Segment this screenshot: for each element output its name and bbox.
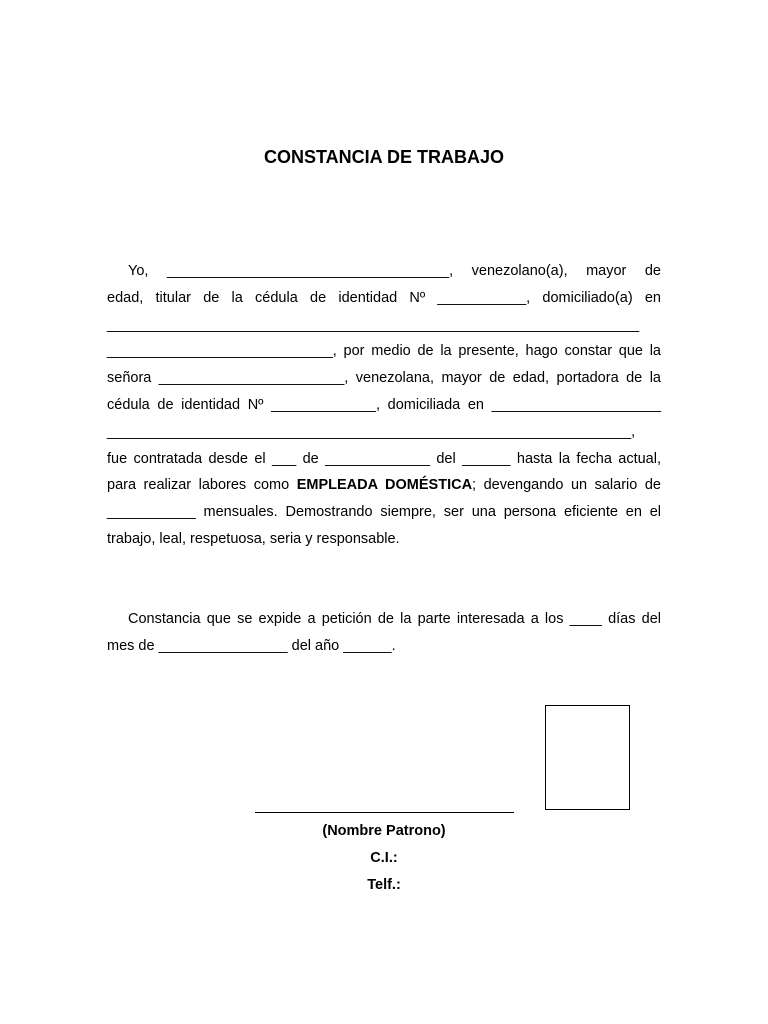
ci-label: C.I.: [370,850,398,866]
paragraph1-line: cédula de identidad Nº _____________, domiciliada en _____________________ [107,396,661,413]
paragraph1-line: señora _______________________, venezolana, mayor de edad, portadora de la [107,370,661,387]
signature-block [0,818,768,899]
employer-name-label: (Nombre Patrono) [322,823,446,839]
paragraph2-line: mes de ________________ del año ______. [107,637,396,654]
document-body [107,258,661,659]
paragraph1-line: trabajo, leal, respetuosa, seria y responsable. [107,530,400,547]
paragraph1-line: fue contratada desde el ___ de _____________ del ______ hasta la fecha actual, [107,450,661,467]
signature-line [255,812,514,813]
photo-box [545,705,630,810]
paragraph1-line: __________________________________________________________________ [107,316,640,333]
paragraph1-line: edad, titular de la cédula de identidad Nº ___________, domiciliado(a) en [107,289,661,306]
paragraph-spacer [107,553,661,606]
paragraph1-line-with-bold [107,472,661,499]
job-title-bold: EMPLEADA DOMÉSTICA [296,477,473,494]
paragraph2-line: Constancia que se expide a petición de la parte interesada a los ____ días del [128,610,661,627]
text-segment: ; devengando un salario de [472,477,661,494]
phone-label: Telf.: [367,877,401,893]
paragraph1-line: ___________ mensuales. Demostrando siempre, ser una persona eficiente en el [107,504,661,521]
document-title: CONSTANCIA DE TRABAJO [263,147,504,167]
text-segment: para realizar labores como [107,477,297,494]
paragraph1-line: Yo, ___________________________________, venezolano(a), mayor de [128,263,661,279]
paragraph1-line: ____________________________, por medio de la presente, hago constar que la [107,343,661,360]
paragraph1-line: _________________________________________________________________, [107,423,636,440]
